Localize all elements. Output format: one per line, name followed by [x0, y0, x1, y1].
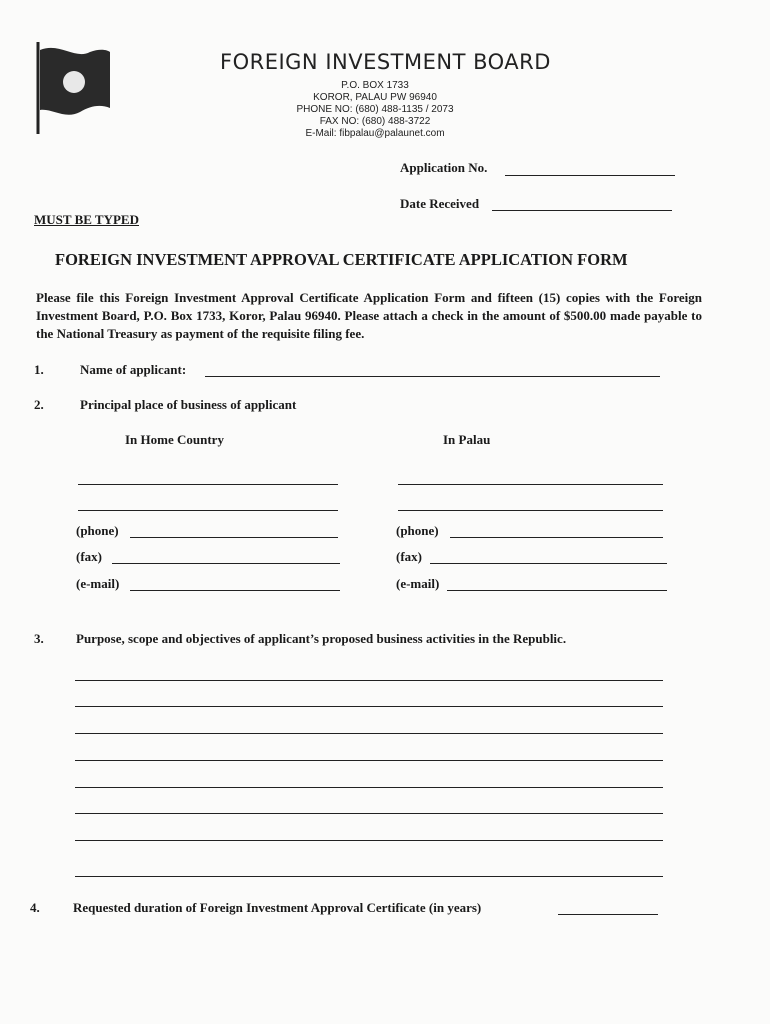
palau-email-field[interactable]: [447, 590, 667, 591]
address-line: PHONE NO: (680) 488-1135 / 2073: [296, 104, 454, 115]
purpose-line-7[interactable]: [75, 840, 663, 841]
palau-phone-label: (phone): [396, 523, 439, 538]
purpose-line-8[interactable]: [75, 876, 663, 877]
board-name: FOREIGN INVESTMENT BOARD: [220, 50, 551, 74]
home-email-field[interactable]: [130, 590, 340, 591]
purpose-line-5[interactable]: [75, 787, 663, 788]
address-line: KOROR, PALAU PW 96940: [313, 92, 437, 103]
palau-email-label: (e-mail): [396, 576, 440, 591]
duration-years-field[interactable]: [558, 914, 658, 915]
q1-label: Name of applicant:: [80, 362, 187, 377]
palau-fax-label: (fax): [396, 549, 422, 564]
address-line: FAX NO: (680) 488-3722: [319, 116, 431, 127]
purpose-line-3[interactable]: [75, 733, 663, 734]
home-address-line-2[interactable]: [78, 510, 338, 511]
home-fax-label: (fax): [76, 549, 102, 564]
q1-number: 1.: [34, 362, 44, 377]
application-no-label: Application No.: [400, 160, 488, 175]
palau-fax-field[interactable]: [430, 563, 667, 564]
applicant-name-field[interactable]: [205, 376, 660, 377]
address-line: E-Mail: fibpalau@palaunet.com: [305, 128, 445, 139]
purpose-line-2[interactable]: [75, 706, 663, 707]
home-address-line-1[interactable]: [78, 484, 338, 485]
q2-label: Principal place of business of applicant: [80, 397, 297, 412]
application-no-field[interactable]: [505, 175, 675, 176]
palau-address-line-1[interactable]: [398, 484, 663, 485]
q2-number: 2.: [34, 397, 44, 412]
q3-number: 3.: [34, 631, 44, 646]
date-received-label: Date Received: [400, 196, 480, 211]
purpose-line-4[interactable]: [75, 760, 663, 761]
purpose-line-1[interactable]: [75, 680, 663, 681]
q4-label: Requested duration of Foreign Investment Approval Certificate (in years): [73, 900, 482, 915]
board-address: [240, 80, 510, 140]
home-phone-field[interactable]: [130, 537, 338, 538]
must-be-typed-note: MUST BE TYPED: [34, 212, 139, 227]
purpose-line-6[interactable]: [75, 813, 663, 814]
home-fax-field[interactable]: [112, 563, 340, 564]
intro-paragraph: Please file this Foreign Investment Approval Certificate Application Form and fifteen (15) copies with the Foreign Investment Board, P.O. Box 1733, Koror, Palau 96940. Please attach a check in the amount of $500.00 made payable to the National Treasury as payment of the requisite filing fee.: [36, 290, 702, 341]
date-received-field[interactable]: [492, 210, 672, 211]
flag-logo-icon: [30, 38, 114, 138]
q4-number: 4.: [30, 900, 40, 915]
palau-address-line-2[interactable]: [398, 510, 663, 511]
q3-label: Purpose, scope and objectives of applicant’s proposed business activities in the Republic.: [76, 631, 567, 646]
address-line: P.O. BOX 1733: [341, 80, 409, 91]
home-country-heading: In Home Country: [125, 432, 224, 447]
home-phone-label: (phone): [76, 523, 119, 538]
palau-heading: In Palau: [443, 432, 491, 447]
home-email-label: (e-mail): [76, 576, 120, 591]
form-title: FOREIGN INVESTMENT APPROVAL CERTIFICATE APPLICATION FORM: [55, 250, 628, 269]
palau-phone-field[interactable]: [450, 537, 663, 538]
